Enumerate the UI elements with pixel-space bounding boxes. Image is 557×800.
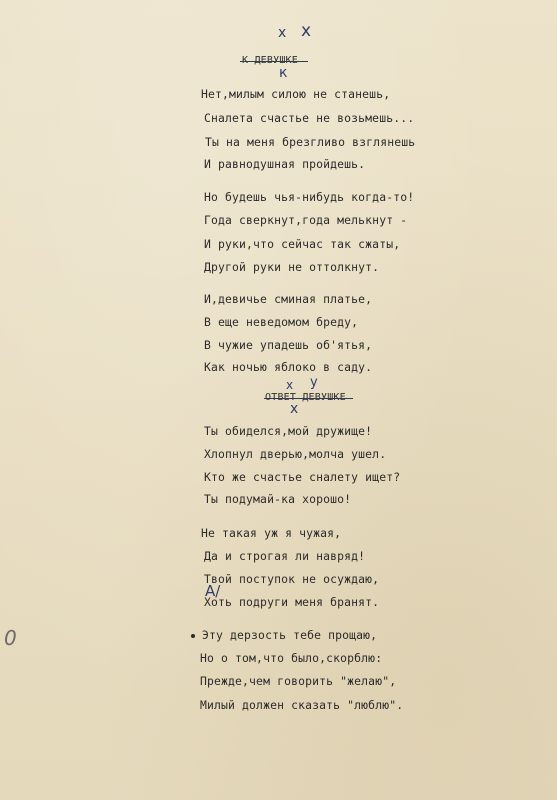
title-1-strikeout	[240, 61, 308, 62]
handwritten-mark-3: к	[279, 65, 288, 81]
title-2-strikeout	[264, 398, 353, 399]
stanza-1-line-3: Ты на меня брезгливо взглянешь	[205, 135, 416, 149]
ink-dot	[191, 634, 195, 638]
stanza-6-line-1: Эту дерзость тебе прощаю,	[202, 628, 378, 642]
stanza-5-line-3: Твой поступок не осуждаю,	[204, 572, 380, 586]
stanza-4-line-4: Ты подумай-ка хорошо!	[204, 492, 352, 506]
margin-pencil-mark: 0	[4, 626, 17, 650]
stanza-2-line-4: Другой руки не оттолкнут.	[204, 260, 380, 274]
handwritten-mark-1: х	[278, 25, 287, 41]
stanza-5-line-1: Не такая уж я чужая,	[201, 526, 342, 540]
handwritten-mark-4: х	[286, 378, 294, 392]
stanza-5-line-2: Да и строгая ли навряд!	[204, 549, 366, 563]
stanza-3-line-1: И,девичье сминая платье,	[204, 292, 373, 306]
stanza-5-line-4: Хоть подруги меня бранят.	[204, 595, 380, 609]
stanza-2-line-2: Года сверкнут,года мелькнут -	[204, 213, 408, 227]
stanza-4-line-1: Ты обиделся,мой дружище!	[204, 424, 373, 438]
stanza-2-line-3: И руки,что сейчас так сжаты,	[204, 237, 401, 251]
stanza-4-line-2: Хлопнул дверью,молча ушел.	[204, 447, 387, 461]
stanza-3-line-3: В чужие упадешь об'ятья,	[204, 338, 373, 352]
handwritten-mark-6: х	[290, 401, 299, 417]
stanza-4-line-3: Кто же счастье сналету ищет?	[204, 470, 401, 484]
stanza-6-line-2: Но о том,что было,скорблю:	[200, 651, 383, 665]
stanza-3-line-4: Как ночью яблоко в саду.	[204, 360, 373, 374]
stanza-6-line-4: Милый должен сказать "люблю".	[200, 698, 404, 712]
stanza-6-line-3: Прежде,чем говорить "желаю",	[200, 674, 397, 688]
handwritten-correction-mark: А/	[205, 582, 221, 600]
handwritten-mark-5: у	[310, 375, 318, 390]
stanza-1-line-1: Нет,милым силою не станешь,	[201, 87, 391, 101]
stanza-1-line-4: И равнодушная пройдешь.	[204, 157, 366, 171]
stanza-3-line-2: В еще неведомом бреду,	[204, 315, 359, 329]
handwritten-mark-2: х	[301, 21, 312, 41]
stanza-2-line-1: Но будешь чья-нибудь когда-то!	[204, 190, 415, 204]
stanza-1-line-2: Сналета счастье не возьмешь...	[204, 111, 415, 125]
